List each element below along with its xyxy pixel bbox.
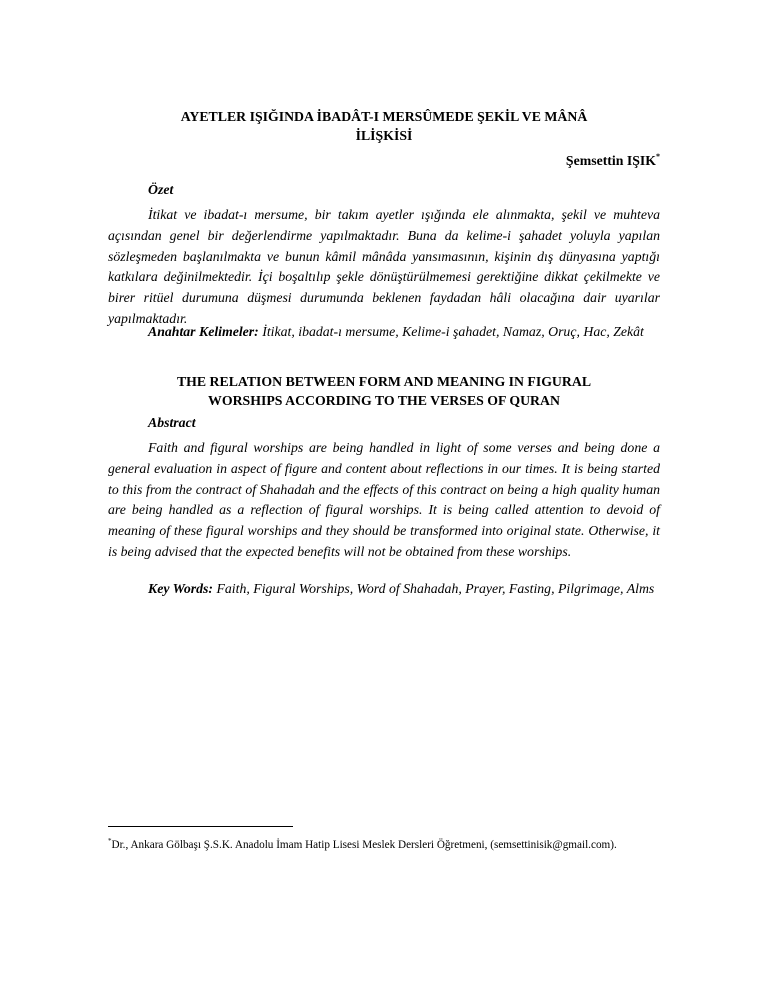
english-title [108, 372, 660, 410]
abstract-keywords-label: Key Words: [148, 581, 214, 596]
ozet-keywords [108, 322, 660, 343]
paper-title-line-1: AYETLER IŞIĞINDA İBADÂT-I MERSÛMEDE ŞEKİL VE MÂNÂ [180, 109, 588, 124]
ozet-keywords-label: Anahtar Kelimeler: [148, 324, 259, 339]
ozet-text: İtikat ve ibadat-ı mersume, bir takım ayetler ışığında ele alınmakta, şekil ve muhteva açısından genel bir değerlendirme yapılmaktadır. Buna da kelime-i şahadet yoluyla yapılan sözleşmeden başlanılmakta ve bunun kâmil mânâda yansımasının, kişinin dış dünyasına yaptığı katkılara değinilmektedir. İçi boşaltılıp şekle dönüştürülmemesi gerektiğine dikkat çekilmekte ve birer ritüel durumuna düşmesi durumunda beklenen faydadan hâli olacağına dair uyarılar yapılmaktadır. [108, 207, 660, 326]
abstract-heading: Abstract [148, 415, 196, 430]
paper-title-line-2: İLİŞKİSİ [355, 128, 413, 143]
paper-title [108, 107, 660, 145]
ozet-keywords-text: İtikat, ibadat-ı mersume, Kelime-i şahadet, Namaz, Oruç, Hac, Zekât [262, 324, 644, 339]
author-footnote-marker: * [656, 152, 660, 161]
english-title-line-1: THE RELATION BETWEEN FORM AND MEANING IN FIGURAL [176, 374, 592, 389]
footnote-marker: * [108, 837, 112, 845]
abstract-text: Faith and figural worships are being handled in light of some verses and being done a general evaluation in aspect of figure and content about reflections in our times. It is being started to this from the contract of Shahadah and the effects of this contract on being a high quality human are being handled as a reflection of figural worships. It is being called attention to devoid of meaning of these figural worships and they should be transformed into original state. Otherwise, it is being advised that the expected benefits will not be obtained from these worships. [108, 440, 660, 559]
footnote-text: Dr., Ankara Gölbaşı Ş.S.K. Anadolu İmam Hatip Lisesi Meslek Dersleri Öğretmeni, (semsettinisik@gmail.com). [111, 839, 617, 851]
footnote-separator [108, 826, 293, 827]
ozet-heading: Özet [148, 182, 174, 197]
abstract-keywords [108, 579, 660, 600]
author-name [566, 152, 660, 169]
english-title-line-2: WORSHIPS ACCORDING TO THE VERSES OF QURAN [208, 393, 560, 408]
author-name-text: Şemsettin IŞIK [565, 153, 656, 168]
footnote [108, 833, 660, 853]
abstract-keywords-text: Faith, Figural Worships, Word of Shahadah, Prayer, Fasting, Pilgrimage, Alms [216, 581, 655, 596]
